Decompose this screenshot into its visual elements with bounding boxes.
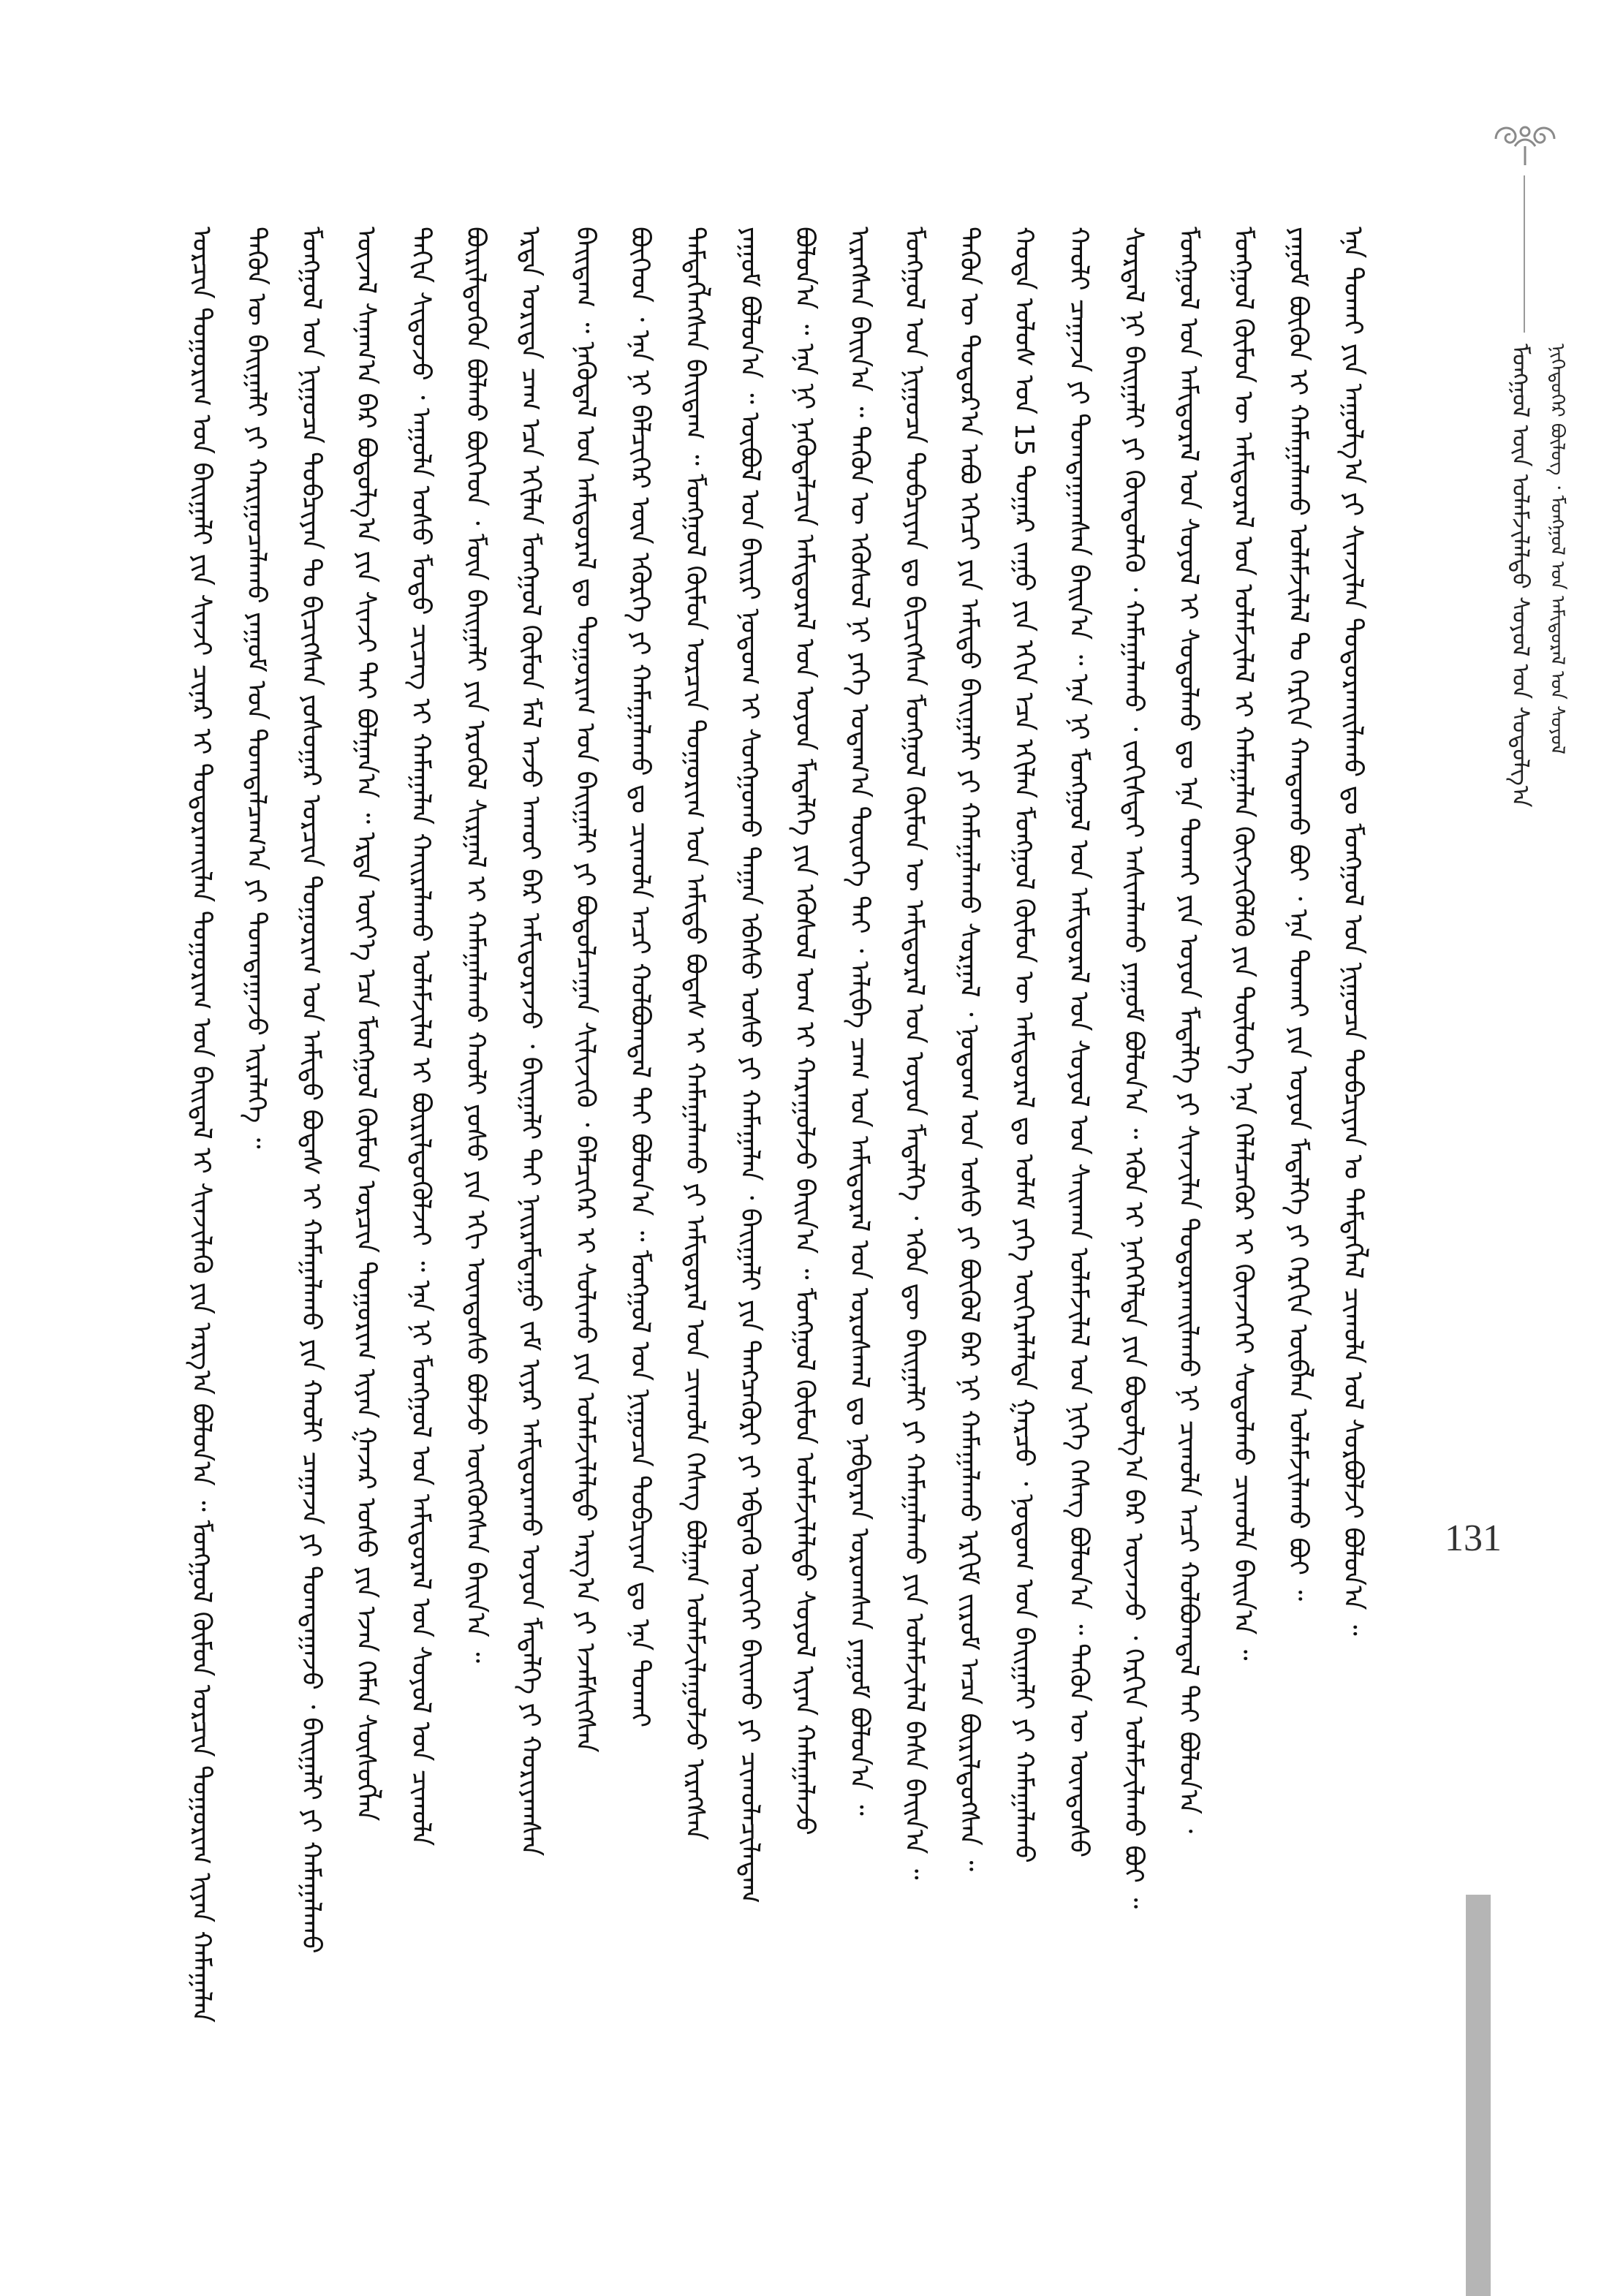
thumb-tab (1466, 1895, 1491, 2296)
text-column: ᠪᠠᠢᠳᠠᠭ ᠃ ᠨᠡᠭᠦᠳᠡᠯ ᠤᠨ ᠠᠮᠢᠳᠤᠷᠠᠯ ᠳᠤ ᠲᠣᠭᠣᠷᠢᠭ ᠤᠨ ᠪᠠᠢᠭᠠᠯᠢ ᠶᠢ ᠪᠣᠳᠣᠯᠴᠠᠭᠠᠨ ᠰᠢᠯᠢᠵᠢᠬᠦ ᠂ ᠪᠡᠯᠴᠢᠭᠡᠷ ᠢ ᠰᠣᠯᠢᠬᠤ ᠶᠢᠨ ᠤᠯᠠᠮᠵᠢᠯᠠᠯᠲᠤ ᠠᠷᠭ᠎ᠠ ᠶᠢ ᠡᠵᠡᠮᠰᠢᠭᠰᠡᠨ (570, 227, 600, 1753)
text-column: ᠲᠡᠮᠳᠡᠭᠯᠡᠭᠰᠡᠨ ᠪᠠᠢᠳᠠᠭ ᠃ ᠮᠣᠩᠭᠣᠯ ᠬᠦᠮᠦᠨ ᠣᠷᠴᠢᠨ ᠲᠣᠭᠣᠷᠢᠭ ᠤᠨ ᠠᠮᠢᠳᠤ ᠪᠣᠳᠠᠰ ᠢ ᠬᠠᠮᠠᠭᠠᠯᠠᠬᠤ ᠶᠢ ᠠᠮᠢᠳᠤᠷᠠᠯ ᠤᠨ ᠴᠢᠬᠤᠯᠠ ᠬᠡᠰᠡᠭ ᠪᠣᠯᠭᠠᠨ ᠤᠯᠠᠮᠵᠢᠯᠠᠭᠤᠯᠵᠤ ᠢᠷᠡᠭᠰᠡᠨ (680, 227, 710, 1841)
text-column: ᠡᠷᠲᠡ ᠤᠷᠢᠳᠠ ᠴᠠᠭ ᠡᠴᠡ ᠡᠬᠢᠯᠡᠨ ᠮᠣᠩᠭᠣᠯ ᠬᠦᠮᠦᠨ ᠮᠠᠯ ᠠᠵᠤ ᠠᠬᠤᠢ ᠪᠠᠷ ᠠᠮᠢᠳᠤᠷᠠᠵᠤ ᠂ ᠪᠠᠢᠭᠠᠯᠢ ᠲᠠᠢ ᠨᠠᠢᠷᠠᠮᠳᠠᠭᠤ ᠵᠠᠮ ᠢᠶᠠᠷ ᠠᠮᠢᠳᠤᠷᠠᠬᠤ ᠤᠶᠤᠨ ᠮᠡᠳᠡᠯᠭᠡ ᠶᠢ ᠬᠤᠷᠢᠶᠠᠭᠰᠠᠨ (515, 227, 545, 1857)
text-column: ᠬᠣᠲᠠ ᠤᠯᠤᠰ ᠤᠨ 15 ᠳᠤᠭᠠᠷ ᠵᠠᠭᠤ ᠶᠢᠨ ᠡᠬᠢᠨ ᠡᠴᠡ ᠡᠬᠢᠯᠡᠨ ᠮᠣᠩᠭᠣᠯ ᠬᠦᠮᠦᠨ ᠦ ᠠᠮᠢᠳᠤᠷᠠᠯ ᠳᠤ ᠤᠯᠠᠮ ᠶᠡᠬᠡ ᠥᠭᠡᠷᠡᠯᠡᠯᠲᠡ ᠭᠠᠷᠴᠤ ᠂ ᠨᠤᠲᠤᠭ ᠤᠨ ᠪᠠᠢᠭᠠᠯᠢ ᠶᠢ ᠬᠠᠮᠠᠭᠠᠯᠠᠬᠤ (1009, 227, 1039, 1863)
body-text (183, 227, 1396, 2171)
header-ornament-icon (1490, 117, 1560, 168)
text-column: ᠶᠠᠭᠤᠮ ᠪᠦᠬᠦᠨ ᠢ ᠬᠠᠮᠠᠭᠠᠯᠠᠬᠤ ᠤᠯᠠᠮᠵᠢᠯᠠᠯ ᠲᠤ ᠬᠡᠷᠬᠢᠨ ᠬᠠᠨᠳᠤᠬᠤ ᠪᠣᠢ ᠂ ᠡᠨᠡ ᠲᠤᠬᠠᠢ ᠶᠢᠨ ᠤᠶᠤᠨ ᠮᠡᠳᠡᠯᠭᠡ ᠶᠢ ᠬᠡᠷᠬᠢᠨ ᠥᠪᠯᠡᠨ ᠤᠯᠠᠮᠵᠢᠯᠠᠬᠤ ᠪᠣᠢ ᠃ (1283, 227, 1313, 1602)
text-column: ᠪᠣᠯᠤᠨ᠎ᠠ ᠃ ᠡᠨᠡ ᠨᠢ ᠨᠡᠭᠦᠳᠡᠯᠴᠢᠨ ᠠᠮᠢᠳᠤᠷᠠᠯ ᠤᠨ ᠤᠶᠤᠨ ᠮᠡᠳᠡᠯᠭᠡ ᠶᠢᠨ ᠡᠭᠦᠰᠦᠯ ᠤᠭ ᠢ ᠬᠠᠷᠠᠭᠤᠯᠵᠤ ᠪᠠᠢᠨ᠎ᠠ ᠃ ᠮᠣᠩᠭᠣᠯ ᠬᠦᠮᠦᠨ ᠤᠯᠠᠮᠵᠢᠯᠠᠯᠲᠤ ᠰᠤᠶᠤᠯ ᠢᠶᠠᠨ ᠬᠠᠮᠠᠭᠠᠯᠠᠵᠤ (790, 227, 820, 1835)
text-column: ᠪᠥᠭᠡᠳ ᠂ ᠡᠨᠡ ᠨᠢ ᠪᠡᠯᠴᠢᠭᠡᠷ ᠦᠨ ᠡᠭᠦᠷᠭᠡ ᠶᠢ ᠬᠠᠮᠠᠭᠠᠯᠠᠬᠤ ᠳᠤ ᠴᠢᠬᠤᠯᠠ ᠠᠴᠢ ᠬᠣᠯᠪᠣᠭᠳᠠᠯ ᠲᠠᠢ ᠪᠣᠯᠤᠨ᠎ᠠ ᠃ ᠮᠣᠩᠭᠣᠯ ᠤᠨ ᠨᠢᠭᠤᠴᠠ ᠲᠣᠪᠴᠢᠶᠠᠨ ᠳᠤ ᠡᠨᠡ ᠲᠤᠬᠠᠢ (625, 227, 655, 1728)
text-column: ᠬᠠᠤᠯᠢ ᠴᠠᠭᠠᠵᠠ ᠶᠢ ᠲᠣᠭᠲᠠᠭᠠᠭᠰᠠᠨ ᠪᠠᠢᠨ᠎ᠠ ᠃ ᠡᠨᠡ ᠨᠢ ᠮᠣᠩᠭᠣᠯ ᠤᠨ ᠠᠮᠢᠳᠤᠷᠠᠯ ᠤᠨ ᠰᠤᠶᠤᠯ ᠤᠨ ᠰᠠᠢᠬᠠᠨ ᠤᠯᠠᠮᠵᠢᠯᠠᠯ ᠤᠨ ᠨᠢᠭᠡ ᠬᠡᠰᠡᠭ ᠪᠣᠯᠤᠨ᠎ᠠ ᠃ ᠲᠡᠭᠦᠨ ᠦ ᠦᠨᠳᠦᠰᠦ (1064, 227, 1094, 1858)
running-header-book-title: ᠮᠣᠩᠭᠣᠯ ᠦᠨ ᠤᠯᠠᠮᠵᠢᠯᠠᠯᠲᠤ ᠰᠤᠶᠤᠯ ᠤᠨ ᠰᠣᠳᠤᠯᠭ᠎ᠠ (1507, 344, 1535, 808)
text-column: ᠶᠠᠭᠤᠮ ᠪᠣᠯᠤᠨ᠎ᠠ ᠃ ᠦᠪᠦᠯ ᠤᠨ ᠪᠠᠢᠷᠢ ᠨᠤᠲᠤᠭ ᠢ ᠰᠤᠩᠭᠤᠬᠤ ᠳᠠᠭᠠᠨ ᠡᠪᠡᠰᠦ ᠤᠰᠤ ᠶᠢ ᠬᠠᠮᠠᠭᠠᠯᠠᠨ ᠂ ᠪᠠᠢᠭᠠᠯᠢ ᠶᠢᠨ ᠲᠡᠩᠴᠡᠭᠦᠷᠢ ᠶᠢ ᠡᠪᠳᠡᠬᠦ ᠦᠭᠡᠢ ᠪᠠᠢᠬᠤ ᠶᠢ ᠴᠢᠬᠤᠯᠠᠴᠢᠯᠠᠳᠠᠭ (735, 227, 765, 1904)
text-column: ᠪᠦᠷᠢᠯᠳᠦᠬᠦᠨ ᠪᠣᠯᠬᠤ ᠪᠥᠭᠡᠳ ᠂ ᠮᠥᠨ ᠪᠠᠢᠭᠠᠯᠢ ᠶᠢᠨ ᠡᠷᠦᠭᠦᠯ ᠰᠢᠷᠭᠠᠯ ᠢ ᠬᠠᠮᠠᠭᠠᠯᠠᠬᠤ ᠬᠠᠤᠯᠢ ᠶᠣᠰᠣ ᠶᠢᠨ ᠡᠬᠢ ᠦᠨᠳᠦᠰᠦ ᠪᠣᠯᠵᠤ ᠥᠭᠭᠦᠭᠰᠡᠨ ᠪᠠᠢᠨ᠎ᠠ ᠃ (461, 227, 491, 1663)
text-column: ᠲᠡᠭᠦᠨ ᠦ ᠳᠣᠲᠣᠷ᠎ᠠ ᠠᠪᠤ ᠡᠭᠡᠴᠢ ᠶᠢᠨ ᠠᠮᠢᠳᠤ ᠪᠠᠢᠭᠠᠯᠢ ᠶᠢ ᠬᠠᠮᠠᠭᠠᠯᠠᠬᠤ ᠰᠤᠷᠭᠠᠯ ᠂ ᠨᠤᠲᠤᠭ ᠤᠨ ᠤᠰᠤ ᠶᠢ ᠪᠦᠬᠦᠯ ᠪᠠᠷ ᠨᠢ ᠬᠠᠮᠠᠭᠠᠯᠠᠬᠤ ᠡᠷᠭᠢᠮ ᠵᠢᠷᠤᠮ ᠠᠴᠠ ᠪᠦᠷᠢᠯᠳᠦᠭᠰᠡᠨ ᠃ (954, 227, 984, 1871)
text-column: ᠮᠣᠩᠭᠣᠯ ᠤᠨ ᠨᠢᠭᠤᠴᠠ ᠲᠣᠪᠴᠢᠶᠠᠨ ᠳᠤ ᠪᠢᠴᠢᠭᠰᠡᠨ ᠮᠣᠩᠭᠣᠯ ᠬᠦᠮᠦᠨ ᠦ ᠠᠮᠢᠳᠤᠷᠠᠯ ᠤᠨ ᠤᠶᠤᠨ ᠮᠡᠳᠡᠯᠭᠡ ᠂ ᠡᠭᠦᠨ ᠳᠦ ᠪᠠᠢᠭᠠᠯᠢ ᠶᠢ ᠬᠠᠮᠠᠭᠠᠯᠠᠬᠤ ᠶᠢᠨ ᠤᠯᠠᠮᠵᠢᠯᠠᠯ ᠪᠠᠰᠠ ᠪᠠᠢᠨ᠎ᠠ ᠃ (899, 227, 929, 1880)
text-column: ᠦᠵᠡᠯ ᠰᠠᠨᠠᠭ᠎ᠠ ᠪᠠᠷ ᠪᠣᠳᠤᠯᠭ᠎ᠠ ᠶᠢᠨ ᠰᠢᠨᠵᠢ ᠲᠠᠢ ᠪᠣᠯᠭᠠᠨ᠎ᠠ ᠃ ᠡᠷᠲᠡ ᠦᠶ᠎ᠡ ᠡᠴᠡ ᠮᠣᠩᠭᠣᠯ ᠬᠦᠮᠦᠨ ᠣᠷᠴᠢᠨ ᠲᠣᠭᠣᠷᠢᠭ ᠢᠶᠠᠨ ᠭᠠᠵᠠᠷ ᠤᠰᠤ ᠶᠢᠨ ᠡᠵᠡᠨ ᠬᠡᠮᠡᠨ ᠰᠦᠰᠦᠭᠯᠡᠨ (351, 227, 381, 1822)
text-column: ᠢᠷᠡᠭᠰᠡᠨ ᠪᠠᠢᠨ᠎ᠠ ᠃ ᠲᠡᠭᠦᠨ ᠦ ᠡᠭᠦᠰᠦᠯ ᠨᠢ ᠶᠡᠬᠡ ᠤᠳᠠᠭ᠎ᠠ ᠲᠦᠦᠬᠡ ᠲᠠᠢ ᠂ ᠠᠯᠢᠪᠠ ᠴᠠᠭ ᠤᠨ ᠠᠮᠢᠳᠤᠷᠠᠯ ᠤᠨ ᠤᠷᠤᠰᠬᠠᠯ ᠳᠤ ᠨᠡᠪᠲᠡᠷᠡᠨ ᠣᠷᠣᠭᠰᠠᠨ ᠶᠠᠭᠤᠮ ᠪᠣᠯᠤᠨ᠎ᠠ ᠃ (844, 227, 874, 1816)
running-header-chapter-title: ᠨᠢᠭᠡᠳᠦᠭᠡᠷ ᠪᠦᠯᠦᠭ ᠂ ᠮᠣᠩᠭᠣᠯ ᠤᠨ ᠠᠮᠢᠳᠤᠷᠠᠯ ᠤᠨ ᠰᠣᠶᠣᠯ (1546, 344, 1568, 754)
text-column: ᠮᠣᠩᠭᠣᠯ ᠬᠦᠮᠦᠨ ᠦ ᠠᠮᠢᠳᠤᠷᠠᠯ ᠤᠨ ᠤᠯᠠᠮᠵᠢᠯᠠᠯ ᠢ ᠬᠠᠮᠠᠭᠠᠯᠠᠨ ᠬᠥᠭᠵᠢᠭᠦᠯᠬᠦ ᠶᠢᠨ ᠲᠥᠯᠦᠭᠡ ᠡᠨᠡ ᠬᠡᠯᠡᠯᠴᠡᠭᠦᠷ ᠢ ᠭᠦᠨᠵᠡᠭᠡᠢ ᠰᠤᠳᠤᠯᠬᠤ ᠴᠢᠬᠤᠯᠠ ᠪᠠᠢᠨ᠎ᠠ ᠃ (1228, 227, 1258, 1661)
text-column: ᠡᠨᠡ ᠲᠤᠬᠠᠢ ᠶᠢᠨ ᠠᠭᠤᠯᠭ᠎ᠠ ᠶᠢ ᠰᠢᠨᠵᠢᠯᠡᠨ ᠲᠣᠳᠣᠷᠬᠠᠢᠯᠠᠬᠤ ᠳᠤ ᠮᠣᠩᠭᠣᠯ ᠤᠨ ᠨᠢᠭᠤᠴᠠ ᠲᠣᠪᠴᠢᠶᠠᠨ ᠤ ᠲᠡᠮᠳᠡᠭᠯᠡᠯ ᠴᠢᠬᠤᠯᠠ ᠤᠯ ᠰᠤᠷᠪᠤᠯᠵᠢ ᠪᠣᠯᠤᠨ᠎ᠠ ᠃ (1338, 227, 1368, 1636)
text-column: ᠮᠣᠩᠭᠣᠯ ᠤᠨ ᠠᠮᠢᠳᠤᠷᠠᠯ ᠤᠨ ᠰᠤᠶᠤᠯ ᠢ ᠰᠤᠳᠤᠯᠬᠤ ᠳᠤ ᠡᠨᠡ ᠲᠤᠬᠠᠢ ᠶᠢᠨ ᠤᠶᠤᠨ ᠮᠡᠳᠡᠯᠭᠡ ᠶᠢ ᠰᠢᠨᠵᠢᠯᠡᠨ ᠲᠣᠳᠣᠷᠬᠠᠢᠯᠠᠬᠤ ᠨᠢ ᠴᠢᠬᠤᠯᠠ ᠠᠴᠢ ᠬᠣᠯᠪᠣᠭᠳᠠᠯ ᠲᠠᠢ ᠪᠣᠯᠤᠨ᠎ᠠ ᠂ (1173, 227, 1203, 1833)
text-column: ᠣᠷᠴᠢᠨ ᠲᠣᠭᠣᠷᠢᠭ ᠤᠨ ᠪᠠᠢᠭᠠᠯᠢ ᠶᠢᠨ ᠰᠢᠨᠵᠢ ᠴᠢᠨᠠᠷ ᠢ ᠲᠣᠳᠣᠷᠬᠠᠢᠯᠠᠨ ᠲᠣᠭᠣᠷᠢᠭ ᠤᠨ ᠪᠠᠢᠳᠠᠯ ᠢ ᠰᠢᠨᠵᠢᠯᠡᠬᠦ ᠶᠢᠨ ᠠᠷᠭ᠎ᠠ ᠪᠣᠯᠤᠨ᠎ᠠ ᠃ ᠮᠣᠩᠭᠣᠯ ᠬᠦᠮᠦᠨ ᠣᠷᠴᠢᠨ ᠲᠣᠭᠣᠷᠢᠭ ᠢᠶᠠᠨ ᠬᠠᠮᠠᠭᠠᠯᠠᠨ (186, 227, 216, 2023)
text-column: ᠰᠤᠷᠲᠠᠯ ᠨᠢ ᠪᠠᠢᠭᠠᠯᠢ ᠶᠢ ᠬᠦᠨᠳᠦᠯᠡᠬᠦ ᠂ ᠬᠠᠮᠠᠭᠠᠯᠠᠬᠤ ᠂ ᠵᠣᠬᠢᠰᠲᠠᠢ ᠠᠰᠢᠭᠯᠠᠬᠤ ᠶᠠᠭᠤᠮ ᠪᠣᠯᠤᠨ᠎ᠠ ᠃ ᠡᠭᠦᠨ ᠢ ᠨᠡᠭᠡᠭᠡᠯᠲᠡ ᠶᠢᠨ ᠪᠣᠳᠣᠯᠭ᠎ᠠ ᠪᠠᠷ ᠦᠵᠡᠵᠦ ᠂ ᠬᠡᠷᠬᠢᠨ ᠤᠯᠠᠮᠵᠢᠯᠠᠬᠤ ᠪᠣᠢ ᠃ (1119, 227, 1149, 1909)
text-column: ᠮᠣᠩᠭᠣᠯ ᠤᠨ ᠨᠢᠭᠤᠴᠠ ᠲᠣᠪᠴᠢᠶᠠᠨ ᠲᠤ ᠪᠢᠴᠢᠭᠰᠡᠨ ᠶᠣᠰᠣᠭᠠᠷ ᠣᠷᠴᠢᠨ ᠲᠣᠭᠣᠷᠢᠭ ᠤᠨ ᠠᠮᠢᠳᠤ ᠪᠣᠳᠠᠰ ᠢ ᠬᠠᠮᠠᠭᠠᠯᠠᠬᠤ ᠶᠢᠨ ᠬᠠᠤᠯᠢ ᠴᠠᠭᠠᠵᠠ ᠶᠢ ᠲᠣᠭᠲᠠᠭᠠᠵᠤ ᠂ ᠪᠠᠢᠭᠠᠯᠢ ᠶᠢ ᠬᠠᠮᠠᠭᠠᠯᠠᠬᠤ (296, 227, 326, 1954)
text-column: ᠲᠠᠬᠢᠨ ᠰᠢᠲᠦᠵᠦ ᠂ ᠠᠭᠤᠯᠠ ᠤᠰᠤ ᠮᠣᠳᠣ ᠴᠢᠴᠡᠭ ᠢ ᠬᠠᠮᠠᠭᠠᠯᠠᠨ ᠬᠠᠢᠷᠠᠯᠠᠬᠤ ᠤᠯᠠᠮᠵᠢᠯᠠᠯ ᠢ ᠪᠦᠷᠢᠯᠳᠦᠭᠦᠯᠵᠡᠢ ᠃ ᠡᠨᠡ ᠨᠢ ᠮᠣᠩᠭᠣᠯ ᠤᠨ ᠠᠮᠢᠳᠤᠷᠠᠯ ᠤᠨ ᠰᠤᠶᠤᠯ ᠤᠨ ᠴᠢᠬᠤᠯᠠ (406, 227, 436, 1846)
text-column: ᠲᠡᠭᠦᠨ ᠦ ᠪᠠᠢᠭᠠᠯᠢ ᠶᠢ ᠬᠠᠷᠢᠭᠤᠴᠠᠯᠠᠬᠤ ᠶᠠᠭᠤᠮ ᠤᠨ ᠲᠣᠭᠲᠠᠯᠴᠠᠭ᠎ᠠ ᠶᠢ ᠲᠣᠭᠲᠠᠭᠠᠵᠤ ᠢᠷᠡᠯᠡᠭᠡ ᠃ (241, 227, 271, 1149)
header-rule (1524, 175, 1525, 333)
page-number: 131 (1445, 1518, 1502, 1559)
